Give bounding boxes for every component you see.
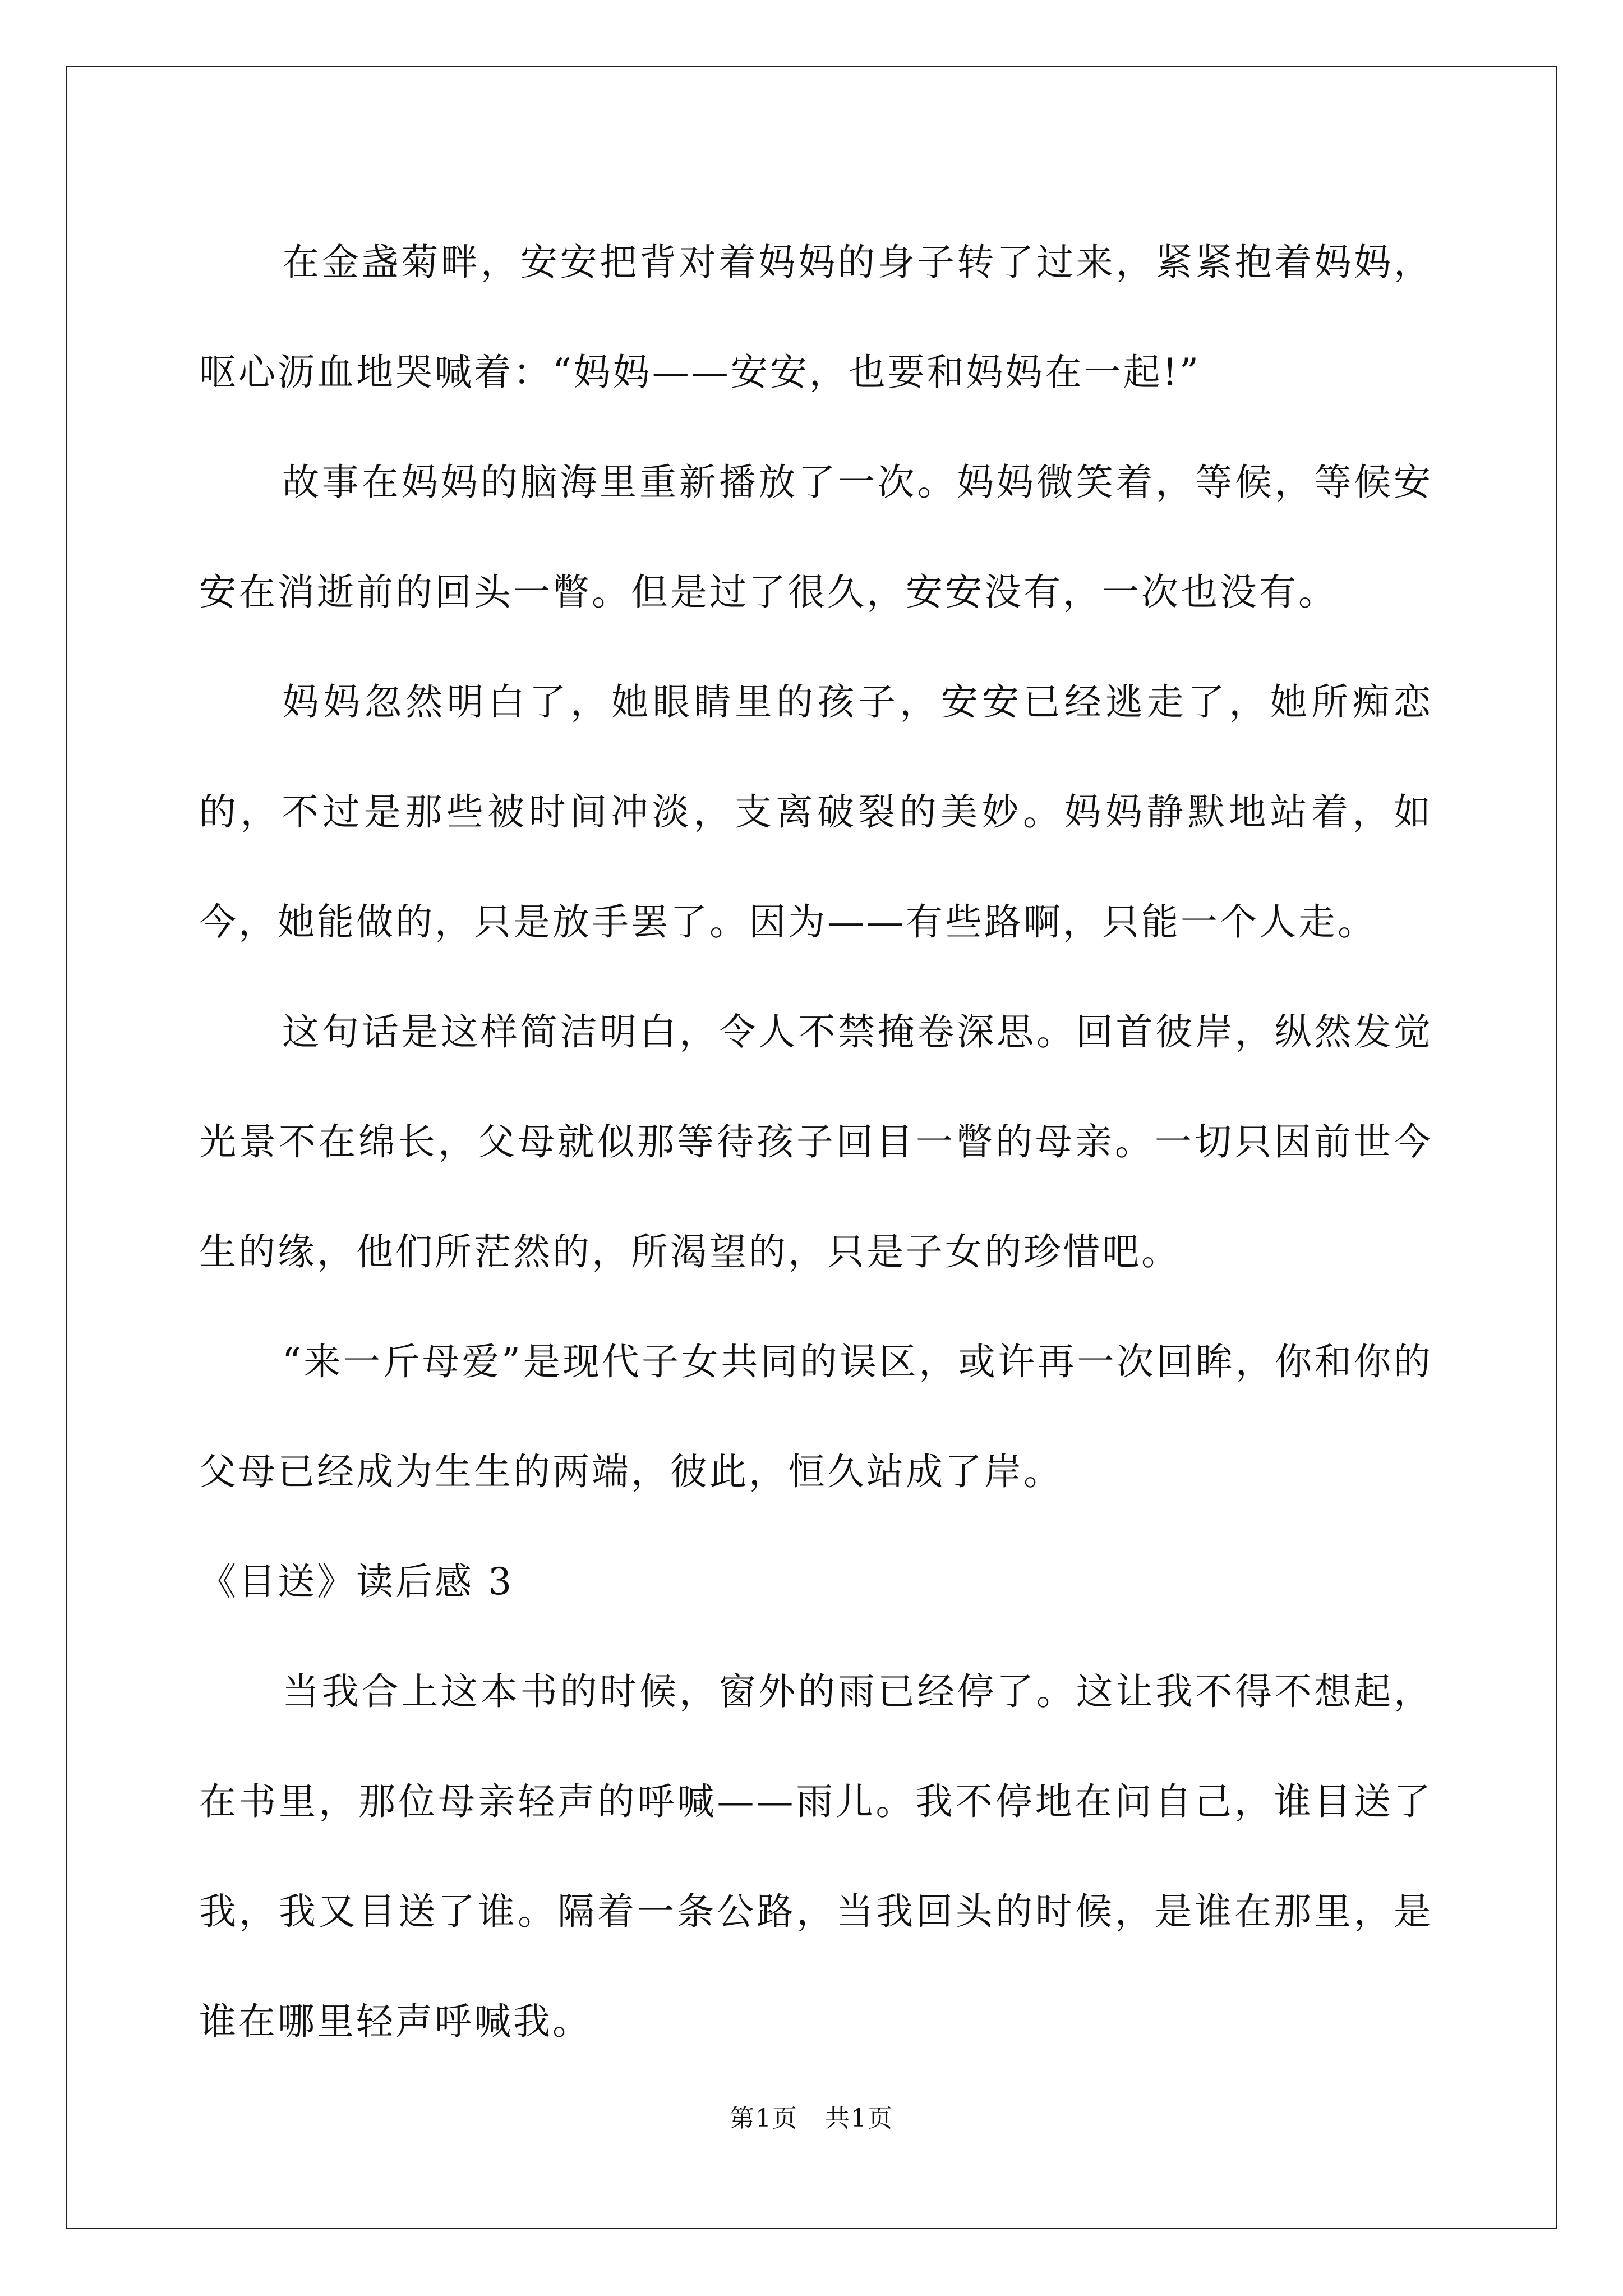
document-body <box>199 208 1433 2077</box>
page-footer <box>0 2098 1623 2134</box>
page-total: 共1页 <box>825 2104 893 2133</box>
paragraph-4: 这句话是这样简洁明白，令人不禁掩卷深思。回首彼岸，纵然发觉光景不在绵长，父母就似那等待孩子回目一瞥的母亲。一切只因前世今生的缘，他们所茫然的，所渴望的，只是子女的珍惜吧。 <box>199 1010 1433 1273</box>
paragraph-2: 故事在妈妈的脑海里重新播放了一次。妈妈微笑着，等候，等候安安在消逝前的回头一瞥。但是过了很久，安安没有，一次也没有。 <box>199 461 1433 614</box>
section-heading: 《目送》读后感 3 <box>199 1560 514 1603</box>
page-number: 第1页 <box>730 2104 798 2133</box>
paragraph-5: “来一斤母爱”是现代子女共同的误区，或许再一次回眸，你和你的父母已经成为生生的两端，彼此，恒久站成了岸。 <box>199 1340 1433 1493</box>
paragraph-1: 在金盏菊畔，安安把背对着妈妈的身子转了过来，紧紧抱着妈妈，呕心沥血地哭喊着：“妈妈——安安，也要和妈妈在一起!” <box>199 241 1433 394</box>
section-paragraph-1: 当我合上这本书的时候，窗外的雨已经停了。这让我不得不想起，在书里，那位母亲轻声的呼喊——雨儿。我不停地在问自己，谁目送了我，我又目送了谁。隔着一条公路，当我回头的时候，是谁在那里，是谁在哪里轻声呼喊我。 <box>199 1670 1433 2043</box>
paragraph-3: 妈妈忽然明白了，她眼睛里的孩子，安安已经逃走了，她所痴恋的，不过是那些被时间冲淡，支离破裂的美妙。妈妈静默地站着，如今，她能做的，只是放手罢了。因为——有些路啊，只能一个人走。 <box>199 680 1433 944</box>
